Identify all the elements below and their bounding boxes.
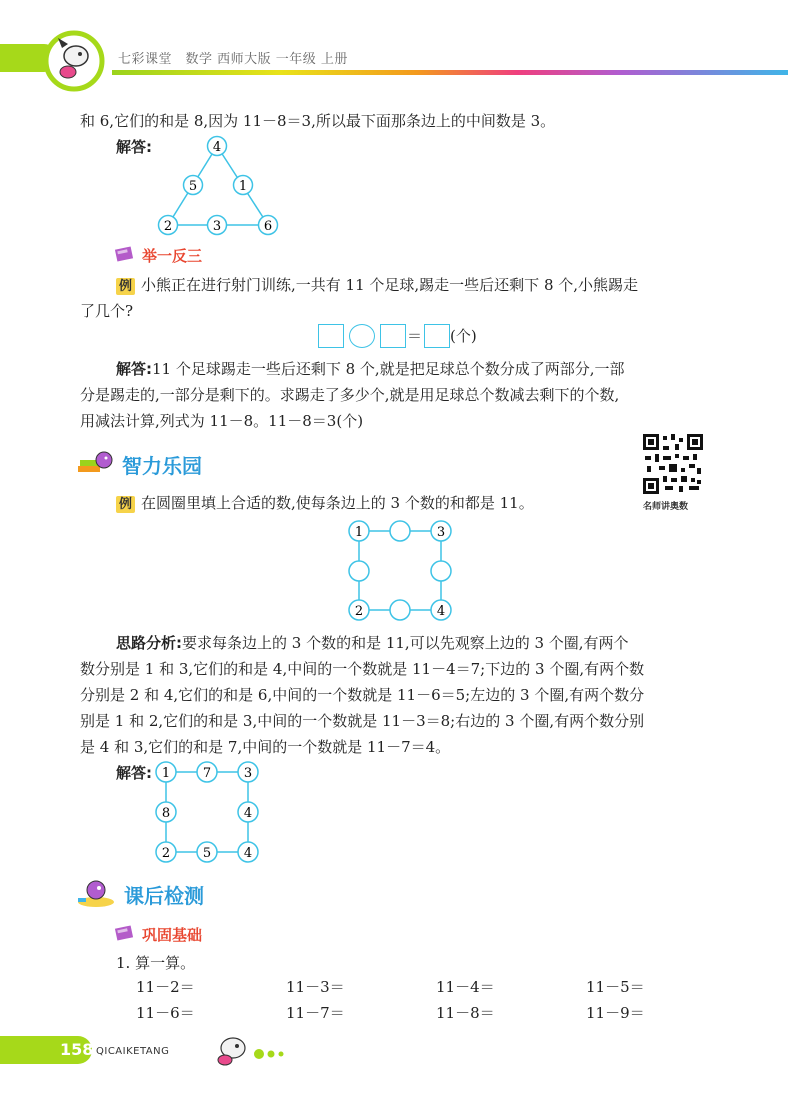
node-value: 4 [436,604,446,619]
analysis-paragraph [116,630,629,656]
square-node-bottom-left [156,842,176,862]
node-value: 2 [163,219,173,234]
answer-line: 用减法计算,列式为 11－8。11－8＝3(个) [80,412,364,430]
node-value: 3 [212,219,222,234]
answer-label: 解答: [116,138,152,156]
example-tag: 例 [116,278,135,295]
subsection-title: 巩固基础 [142,926,203,944]
answer-line: 11 个足球踢走一些后还剩下 8 个,就是把足球总个数分成了两部分,一部 [152,360,625,378]
node-value: 5 [188,179,198,194]
question-line: 小熊正在进行射门训练,一共有 11 个足球,踢走一些后还剩下 8 个,小熊踢走 [141,276,639,294]
square-node-top-mid [390,521,410,541]
blank-operator-circle[interactable] [349,324,375,348]
square-node-top-mid [197,762,217,782]
pencil-box-icon [114,244,136,264]
calc-item[interactable]: 11－6＝ [136,1004,195,1022]
example-tag: 例 [116,496,135,513]
square-answer-diagram [152,758,268,866]
node-value: 7 [202,766,212,781]
node-value: 3 [436,525,446,540]
analysis-line: 要求每条边上的 3 个数的和是 11,可以先观察上边的 3 个圈,有两个 [182,634,629,652]
calc-item[interactable]: 11－4＝ [436,978,495,996]
square-node-top-right [238,762,258,782]
node-value: 4 [243,806,253,821]
unit-label: (个) [450,327,477,345]
node-value: 6 [263,219,273,234]
question-title: 1. 算一算。 [116,954,196,972]
node-value: 1 [161,766,171,781]
analysis-line: 是 4 和 3,它们的和是 7,中间的一个数就是 11－7＝4。 [80,738,451,756]
blank-box[interactable] [318,324,344,348]
mascot-logo-icon [40,30,116,92]
node-value: 4 [212,140,222,155]
pencil-box-icon [114,923,136,943]
book-title: 七彩课堂 数学 西师大版 一年级 上册 [118,52,348,67]
analysis-line: 分别是 2 和 4,它们的和是 6,中间的一个数就是 11－6＝5;左边的 3 个圈,有两个数分 [80,686,645,704]
section-jyfs-title: 举一反三 [142,247,203,265]
triangle-node-bottom-left [159,216,178,235]
header-rainbow-rule [112,70,788,75]
calc-item[interactable]: 11－5＝ [586,978,645,996]
calc-item[interactable]: 11－2＝ [136,978,195,996]
answer-label: 解答: [116,360,152,378]
section-khjc-title: 课后检测 [124,884,204,908]
triangle-node-top [208,137,227,156]
node-value: 1 [354,525,364,540]
square-node-right-mid [238,802,258,822]
node-value: 2 [354,604,364,619]
footer-brand: QICAIKETANG [96,1046,170,1057]
answer-line: 分是踢走的,一部分是剩下的。求踢走了多少个,就是用足球总个数减去剩下的个数, [80,386,620,404]
qr-code-icon[interactable] [641,432,705,496]
node-value: 8 [161,806,171,821]
square-node-top-right [431,521,451,541]
answer-paragraph [116,356,624,382]
square-node-right-mid [431,561,451,581]
page-number: 158 [60,1040,94,1059]
triangle-node-left-mid [184,176,203,195]
square-node-bottom-right [431,600,451,620]
calc-item[interactable]: 11－3＝ [286,978,345,996]
square-question-diagram [340,514,460,624]
node-value: 3 [243,766,253,781]
triangle-node-bottom-mid [208,216,227,235]
square-node-bottom-mid [390,600,410,620]
qr-caption: 名师讲奥数 [643,502,689,512]
triangle-node-right-mid [234,176,253,195]
node-value: 2 [161,846,171,861]
question-line: 在圆圈里填上合适的数,使每条边上的 3 个数的和都是 11。 [141,494,534,512]
calc-item[interactable]: 11－8＝ [436,1004,495,1022]
calc-item[interactable]: 11－7＝ [286,1004,345,1022]
node-value: 5 [202,846,212,861]
analysis-line: 数分别是 1 和 3,它们的和是 4,中间的一个数就是 11－4＝7;下边的 3 个圈,有两个数 [80,660,645,678]
equals-sign: ＝ [407,327,423,345]
mascot-robot-icon [76,876,118,910]
mascot-books-icon [76,450,116,478]
analysis-line: 别是 1 和 2,它们的和是 3,中间的一个数就是 11－3＝8;右边的 3 个圈,有两个数分别 [80,712,645,730]
blank-box[interactable] [424,324,450,348]
square-node-top-left [349,521,369,541]
answer-label: 解答: [116,764,152,782]
example-question [116,490,534,516]
node-value: 1 [238,179,248,194]
triangle-diagram [150,132,290,238]
blank-box[interactable] [380,324,406,348]
example-question [116,272,638,298]
calc-item[interactable]: 11－9＝ [586,1004,645,1022]
node-value: 4 [243,846,253,861]
triangle-node-bottom-right [259,216,278,235]
square-node-top-left [156,762,176,782]
section-zlly-title: 智力乐园 [122,454,202,478]
square-node-left-mid [156,802,176,822]
paragraph-line: 和 6,它们的和是 8,因为 11－8＝3,所以最下面那条边上的中间数是 3。 [80,112,556,130]
square-node-bottom-left [349,600,369,620]
square-node-bottom-right [238,842,258,862]
analysis-label: 思路分析: [116,634,182,652]
footer-mascot-icon [205,1032,295,1068]
question-line: 了几个? [80,302,134,320]
square-node-bottom-mid [197,842,217,862]
square-node-left-mid [349,561,369,581]
